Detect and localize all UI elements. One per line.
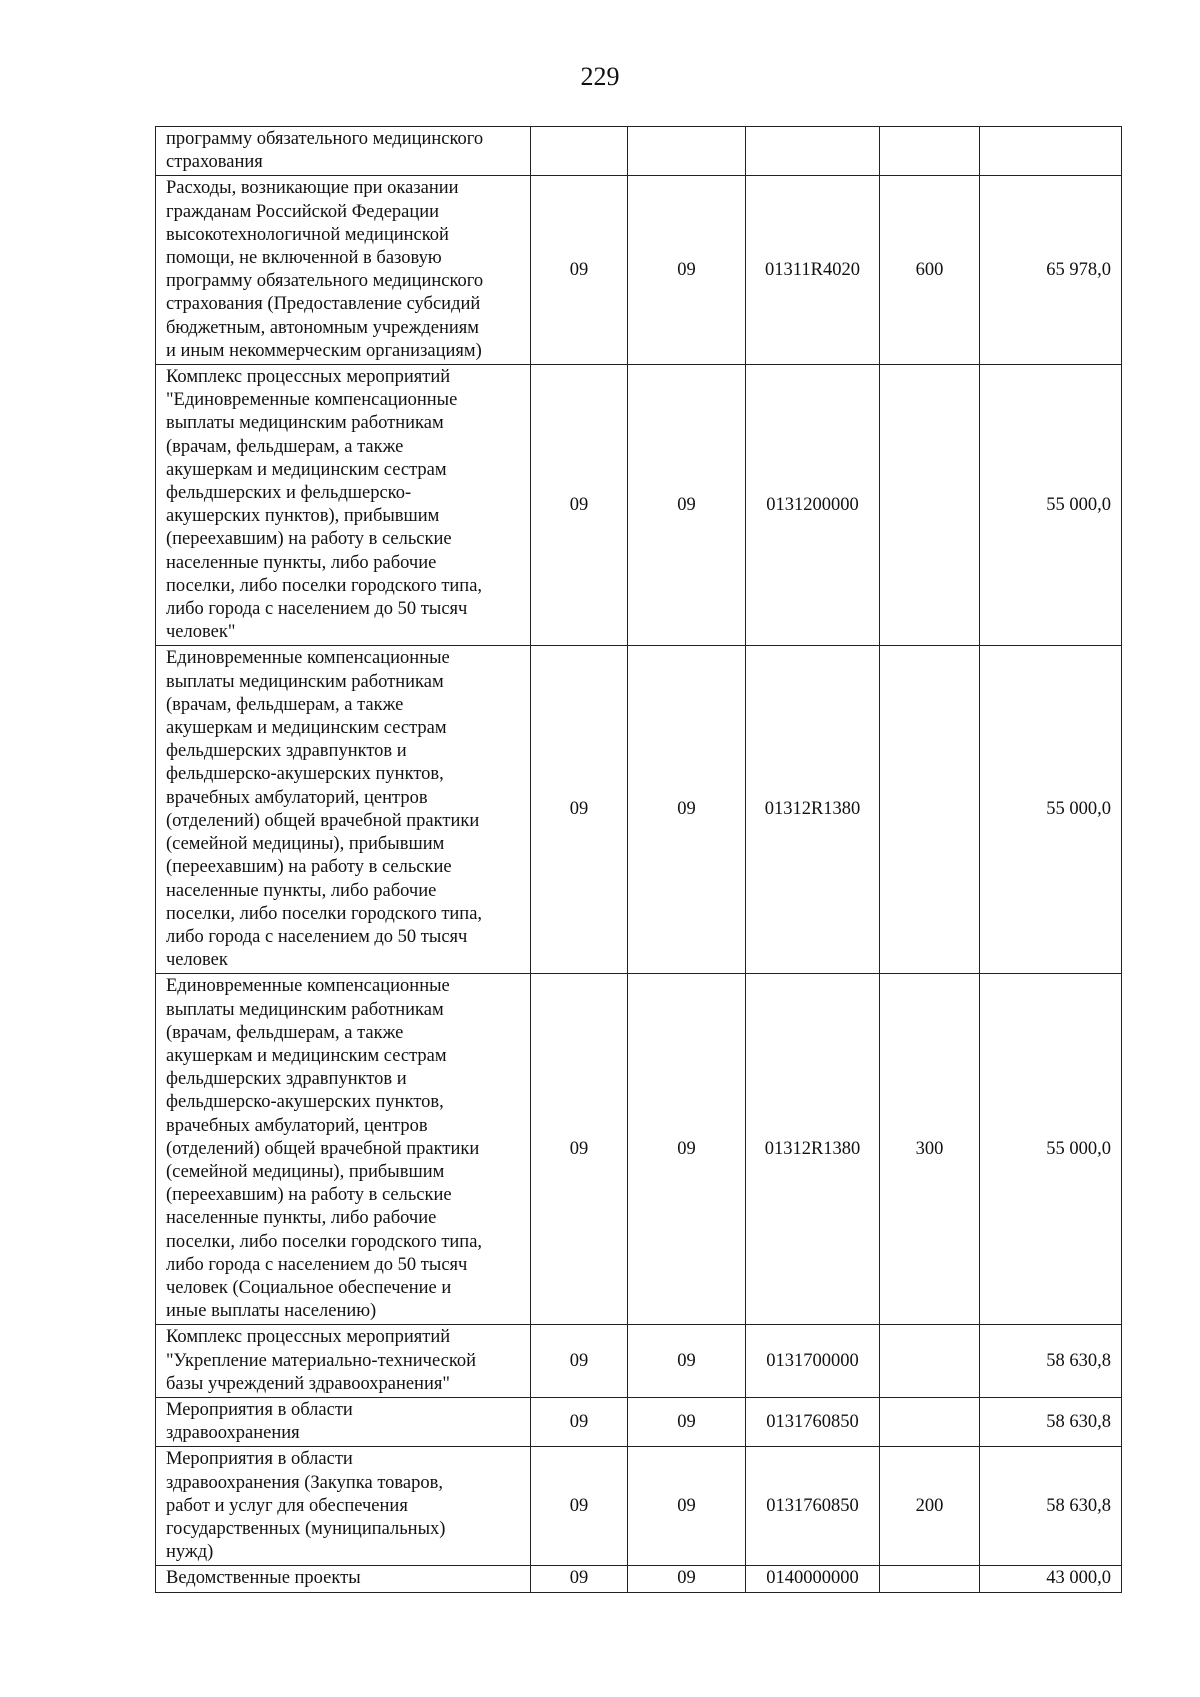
table-row [156,176,1122,365]
budget-table [155,126,1122,1593]
row-amount: 43 000,0 [980,1566,1122,1592]
row-name: Расходы, возникающие при оказании гражданам Российской Федерации высокотехнологичной медицинской помощи, не включенной в базовую программу обязательного медицинского страхования (Предоставление субсидий бюджетным, автономным учреждениям и иным некоммерческим организациям) [156,176,531,365]
row-amount [980,127,1122,176]
row-target-article-code: 0131700000 [746,1325,880,1398]
table-row [156,1447,1122,1566]
table-row [156,1397,1122,1446]
row-target-article-code: 01312R1380 [746,646,880,974]
row-section-code: 09 [531,1566,628,1592]
table-row [156,365,1122,646]
row-expense-type-code [880,1566,980,1592]
row-amount: 55 000,0 [980,974,1122,1325]
table-row [156,974,1122,1325]
row-subsection-code: 09 [628,176,746,365]
row-section-code: 09 [531,1397,628,1446]
row-section-code: 09 [531,646,628,974]
row-name: программу обязательного медицинского страхования [156,127,531,176]
row-amount: 65 978,0 [980,176,1122,365]
row-subsection-code: 09 [628,1325,746,1398]
row-name: Ведомственные проекты [156,1566,531,1592]
row-expense-type-code [880,646,980,974]
row-section-code: 09 [531,176,628,365]
row-section-code [531,127,628,176]
row-section-code: 09 [531,1325,628,1398]
row-target-article-code: 01311R4020 [746,176,880,365]
table-row [156,1566,1122,1592]
row-subsection-code: 09 [628,1397,746,1446]
table-row [156,646,1122,974]
row-subsection-code: 09 [628,365,746,646]
row-expense-type-code [880,365,980,646]
table-row [156,127,1122,176]
row-amount: 55 000,0 [980,646,1122,974]
row-target-article-code: 01312R1380 [746,974,880,1325]
row-name: Мероприятия в области здравоохранения (Закупка товаров, работ и услуг для обеспечения государственных (муниципальных) нужд) [156,1447,531,1566]
row-name: Единовременные компенсационные выплаты медицинским работникам (врачам, фельдшерам, а также акушеркам и медицинским сестрам фельдшерских здравпунктов и фельдшерско-акушерских пунктов, врачебных амбулаторий, центров (отделений) общей врачебной практики (семейной медицины), прибывшим (переехавшим) на работу в сельские населенные пункты, либо рабочие поселки, либо поселки городского типа, либо города с населением до 50 тысяч человек [156,646,531,974]
row-subsection-code: 09 [628,1447,746,1566]
row-expense-type-code: 200 [880,1447,980,1566]
row-expense-type-code: 600 [880,176,980,365]
row-section-code: 09 [531,365,628,646]
row-target-article-code: 0131200000 [746,365,880,646]
row-name: Комплекс процессных мероприятий "Единовременные компенсационные выплаты медицинским работникам (врачам, фельдшерам, а также акушеркам и медицинским сестрам фельдшерских и фельдшерско- акушерских пунктов), прибывшим (переехавшим) на работу в сельские населенные пункты, либо рабочие поселки, либо поселки городского типа, либо города с населением до 50 тысяч человек" [156,365,531,646]
row-subsection-code: 09 [628,1566,746,1592]
row-target-article-code: 0131760850 [746,1447,880,1566]
row-subsection-code: 09 [628,974,746,1325]
row-name: Мероприятия в области здравоохранения [156,1397,531,1446]
row-expense-type-code: 300 [880,974,980,1325]
row-name: Единовременные компенсационные выплаты медицинским работникам (врачам, фельдшерам, а также акушеркам и медицинским сестрам фельдшерских здравпунктов и фельдшерско-акушерских пунктов, врачебных амбулаторий, центров (отделений) общей врачебной практики (семейной медицины), прибывшим (переехавшим) на работу в сельские населенные пункты, либо рабочие поселки, либо поселки городского типа, либо города с населением до 50 тысяч человек (Социальное обеспечение и иные выплаты населению) [156,974,531,1325]
row-section-code: 09 [531,974,628,1325]
row-subsection-code [628,127,746,176]
row-target-article-code: 0140000000 [746,1566,880,1592]
row-amount: 55 000,0 [980,365,1122,646]
row-amount: 58 630,8 [980,1397,1122,1446]
row-expense-type-code [880,1325,980,1398]
row-section-code: 09 [531,1447,628,1566]
row-amount: 58 630,8 [980,1447,1122,1566]
row-target-article-code [746,127,880,176]
row-expense-type-code [880,1397,980,1446]
page-number: 229 [580,62,620,91]
row-target-article-code: 0131760850 [746,1397,880,1446]
row-expense-type-code [880,127,980,176]
row-name: Комплекс процессных мероприятий "Укрепление материально-технической базы учреждений здравоохранения" [156,1325,531,1398]
row-subsection-code: 09 [628,646,746,974]
table-row [156,1325,1122,1398]
row-amount: 58 630,8 [980,1325,1122,1398]
